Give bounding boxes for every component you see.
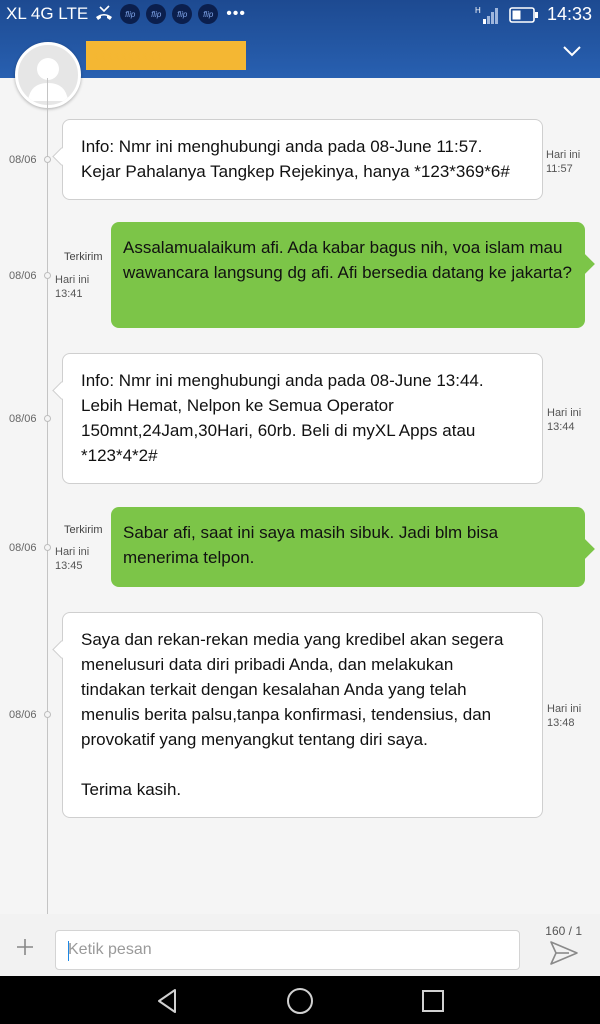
system-navigation-bar <box>0 976 600 1024</box>
message-time-clock: 13:48 <box>547 717 575 729</box>
flip-notification-icon: flip <box>146 4 166 24</box>
outgoing-message-bubble[interactable]: Assalamualaikum afi. Ada kabar bagus nih, voa islam mau wawancara langsung dg afi. Afi bersedia datang ke jakarta? <box>111 222 585 328</box>
missed-call-icon <box>94 5 114 23</box>
message-time-day: Hari ini <box>547 407 582 419</box>
message-time-day: Hari ini <box>547 703 582 715</box>
status-bar <box>0 0 600 30</box>
flip-notification-icon: flip <box>120 4 140 24</box>
sent-status: Terkirim <box>64 524 103 536</box>
message-date: 08/06 <box>9 709 37 721</box>
home-icon[interactable] <box>285 986 315 1016</box>
contact-name[interactable]: xxxxxxxxxx <box>86 41 246 70</box>
timeline-node <box>44 415 51 422</box>
recent-apps-icon[interactable] <box>418 986 448 1016</box>
incoming-message-bubble[interactable]: Info: Nmr ini menghubungi anda pada 08-June 11:57. Kejar Pahalanya Tangkep Rejekinya, hanya *123*369*6# <box>62 119 543 200</box>
flip-notification-icon: flip <box>172 4 192 24</box>
timeline-line <box>47 78 48 914</box>
message-input[interactable] <box>56 931 519 969</box>
sent-status: Terkirim <box>64 251 103 263</box>
message-time-clock: 13:45 <box>55 560 83 572</box>
message-time <box>546 148 580 176</box>
back-icon[interactable] <box>153 986 183 1016</box>
flip-notification-icon: flip <box>198 4 218 24</box>
incoming-message-bubble[interactable]: Saya dan rekan-rekan media yang kredibel akan segera menelusuri data diri pribadi Anda, dan melakukan tindakan terkait dengan kesalahan Anda yang telah menulis berita palsu,tanpa konfirmasi, tendensius, dan provokatif yang menyangkut tentang diri saya. Terima kasih. <box>62 612 543 818</box>
person-icon <box>18 45 78 105</box>
timeline-node <box>44 711 51 718</box>
status-clock: 14:33 <box>546 4 592 24</box>
contact-avatar[interactable] <box>15 42 81 108</box>
chevron-down-icon[interactable] <box>562 44 582 58</box>
signal-icon <box>475 5 501 25</box>
send-icon[interactable] <box>549 940 579 966</box>
add-attachment-icon[interactable] <box>14 936 36 958</box>
message-time-clock: 13:41 <box>55 288 83 300</box>
message-time-day: Hari ini <box>55 274 90 286</box>
message-time-clock: 11:57 <box>546 163 573 175</box>
message-composer <box>0 914 600 976</box>
message-time <box>55 545 89 573</box>
message-date: 08/06 <box>9 542 37 554</box>
message-time <box>55 273 89 301</box>
message-time <box>547 702 581 730</box>
battery-icon <box>509 6 539 24</box>
message-date: 08/06 <box>9 154 37 166</box>
carrier-label: XL 4G LTE <box>6 4 89 23</box>
message-time-day: Hari ini <box>55 546 90 558</box>
message-time-day: Hari ini <box>546 149 581 161</box>
timeline-node <box>44 156 51 163</box>
character-counter: 160 / 1 <box>545 924 582 938</box>
more-notifications-icon: ••• <box>226 5 247 22</box>
message-time-clock: 13:44 <box>547 421 575 433</box>
text-caret <box>68 941 69 961</box>
message-input-container[interactable] <box>55 930 520 970</box>
message-date: 08/06 <box>9 413 37 425</box>
incoming-message-bubble[interactable]: Info: Nmr ini menghubungi anda pada 08-June 13:44. Lebih Hemat, Nelpon ke Semua Operator 150mnt,24Jam,30Hari, 60rb. Beli di myXL Apps atau *123*4*2# <box>62 353 543 484</box>
message-time <box>547 406 581 434</box>
timeline-node <box>44 544 51 551</box>
message-date: 08/06 <box>9 270 37 282</box>
timeline-node <box>44 272 51 279</box>
svg-text:H: H <box>474 5 481 15</box>
outgoing-message-bubble[interactable]: Sabar afi, saat ini saya masih sibuk. Jadi blm bisa menerima telpon. <box>111 507 585 587</box>
